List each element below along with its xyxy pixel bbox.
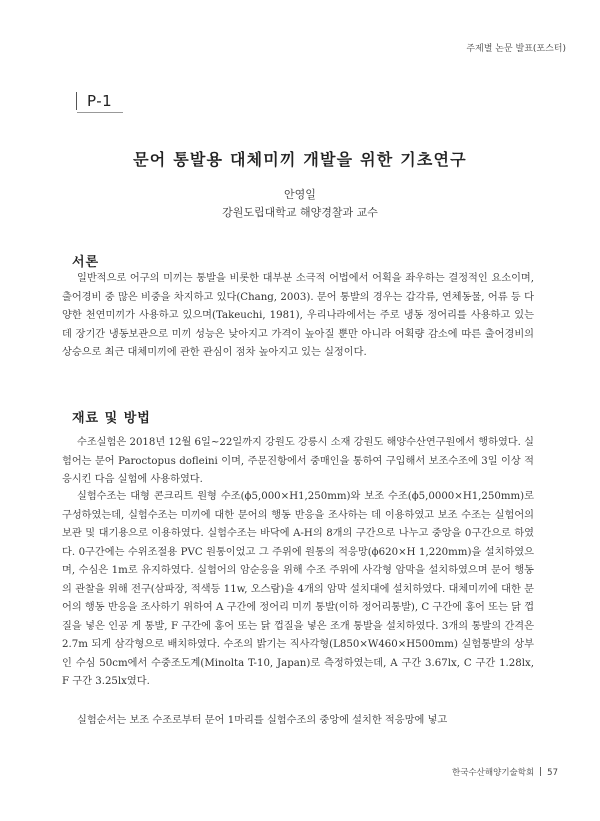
footer-society-name: 한국수산해양기술학회 [452, 768, 535, 778]
section-heading-methods: 재료 및 방법 [72, 411, 151, 426]
author-name: 안영일 [284, 188, 316, 201]
methods-paragraph-2: 실험수조는 대형 콘크리트 원형 수조(ϕ5,000×H1,250mm)와 보조 수조(ϕ5,0000×H1,250mm)로 구성하였는데, 실험수조는 미끼에 대한 문어의 행동 반응을 조사하는 데 이용하였고 보조 수조는 실험어의 보관 및 대기용으로 이용하였다. 실험수조는 바닥에 A-H의 8개의 구간으로 나누고 중앙을 0구간으로 하였다. 0구간에는 수위조절용 PVC 원통이었고 그 주위에 원통의 적응망(ϕ620×H 1,220mm)을 설치하였으며, 수심은 1m로 유지하였다. 실험어의 암순응을 위해 수조 주위에 사각형 암막을 설치하였으며 문어 행동의 관찰을 위해 전구(삼파장, 적색등 11w, 오스람)을 4개의 암막 설치대에 설치하였다. 대체미끼에 대한 문어의 행동 반응을 조사하기 위하여 A 구간에 정어리 미끼 통발(이하 정어리통발), C 구간에 홍어 또는 닭 껍질을 넣은 인공 게 통발, F 구간에 홍어 또는 닭 껍질을 넣은 조개 통발을 설치하였다. 3개의 통발의 간격은 2.7m 되게 삼각형으로 배치하였다. 수조의 밝기는 직사각형(L850×W460×H500mm) 실험통발의 상부인 수심 50cm에서 수중조도계(Minolta T-10, Japan)로 측정하였는데, A 구간 3.67lx, C 구간 1.28lx, F 구간 3.25lx였다. [62, 491, 534, 687]
intro-paragraph: 일반적으로 어구의 미끼는 통발을 비롯한 대부분 소극적 어법에서 어획을 좌우하는 결정적인 요소이며, 출어경비 중 많은 비중을 차지하고 있다(Chang, 2003). 문어 통발의 경우는 갑각류, 연체동물, 어류 등 다양한 천연미끼가 사용하고 있으며(Takeuchi, 1981), 우리나라에서는 주로 냉동 정어리를 사용하고 있는데 장기간 냉동보관으로 미끼 성능은 낮아지고 가격이 높아질 뿐만 아니라 어획량 감소에 따른 출어경비의 상승으로 최근 대체미끼에 관한 관심이 점차 높아지고 있는 실정이다. [62, 273, 534, 358]
section-heading-intro: 서론 [72, 255, 100, 270]
author-affiliation: 강원도립대학교 해양경찰과 교수 [222, 206, 378, 219]
methods-paragraph-1: 수조실험은 2018년 12월 6일~22일까지 강원도 강릉시 소재 강원도 해양수산연구원에서 행하였다. 실험어는 문어 Paroctopus dofleini 이며, 주문진항에서 중매인을 통하여 구입해서 보조수조에 3일 이상 적응시킨 다음 실험에 사용하였다. [62, 437, 534, 485]
page-number: 57 [547, 768, 558, 778]
poster-number-badge: P-1 [76, 92, 112, 110]
page-footer [452, 766, 558, 778]
running-header: 주제별 논문 발표(포스터) [466, 44, 566, 54]
footer-separator [540, 767, 541, 776]
paper-title: 문어 통발용 대체미끼 개발을 위한 기초연구 [133, 150, 467, 169]
methods-paragraph-3: 실험순서는 보조 수조로부터 문어 1마리를 실험수조의 중앙에 설치한 적응망에 넣고 [77, 715, 448, 726]
